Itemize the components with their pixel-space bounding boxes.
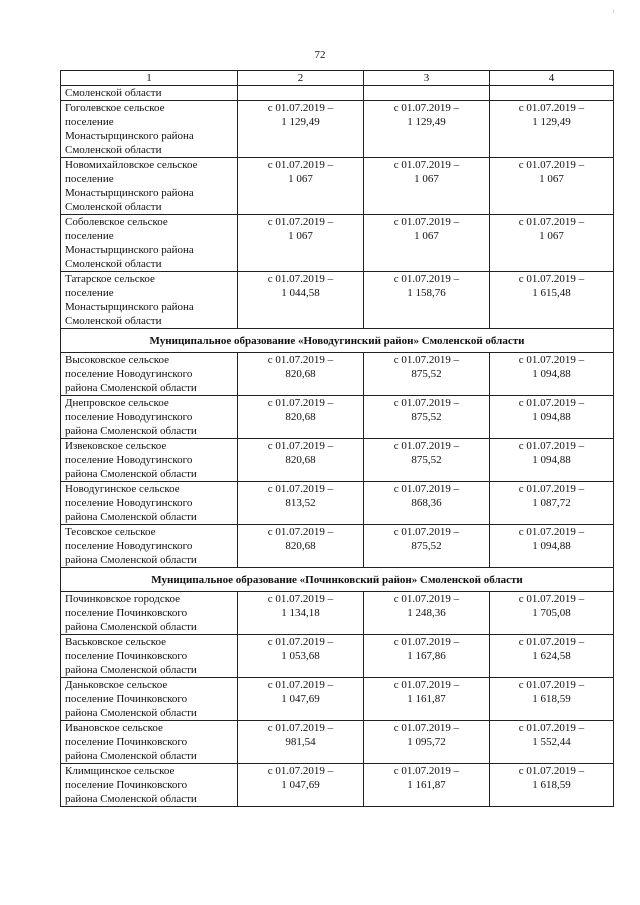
rate-cell-col2: [238, 721, 364, 764]
rate-cell-col4: [490, 439, 614, 482]
cell-line: с 01.07.2019 –: [518, 679, 585, 691]
cell-line: 1 134,18: [281, 607, 320, 619]
cell-line: Татарское сельское: [65, 273, 155, 285]
cell-line: 1 094,88: [532, 368, 571, 380]
table-row: [61, 158, 614, 215]
cell-line: с 01.07.2019 –: [267, 722, 334, 734]
cell-line: района Смоленской области: [65, 554, 197, 566]
cell-line: 1 053,68: [281, 650, 320, 662]
cell-line: 875,52: [411, 540, 442, 552]
cell-line: 1 552,44: [532, 736, 571, 748]
cell-line: района Смоленской области: [65, 793, 197, 805]
cell-line: 1 067: [539, 230, 564, 242]
settlement-name-cell: [61, 592, 238, 635]
rate-cell-col2: [238, 215, 364, 272]
cell-line: Даньковское сельское: [65, 679, 168, 691]
cell-line: поселение Починковского: [65, 607, 188, 619]
rate-cell-col2: [238, 592, 364, 635]
settlement-name-cell: [61, 215, 238, 272]
cell-line: Смоленской области: [65, 201, 162, 213]
rate-cell-col4: [490, 678, 614, 721]
cell-line: Высоковское сельское: [65, 354, 170, 366]
rate-cell-col3: [364, 86, 490, 101]
cell-line: 1 248,36: [407, 607, 446, 619]
rate-cell-col3: [364, 439, 490, 482]
rate-cell-col4: [490, 592, 614, 635]
cell-line: Новомихайловское сельское: [65, 159, 198, 171]
cell-line: с 01.07.2019 –: [267, 102, 334, 114]
cell-line: 1 161,87: [407, 779, 446, 791]
rate-cell-col3: [364, 525, 490, 568]
cell-line: 820,68: [285, 454, 316, 466]
cell-line: 1 067: [414, 230, 439, 242]
rate-cell-col3: [364, 678, 490, 721]
page-number: 72: [314, 49, 326, 61]
settlement-name-cell: [61, 272, 238, 329]
cell-line: с 01.07.2019 –: [267, 397, 334, 409]
rate-cell-col2: [238, 158, 364, 215]
cell-line: 1 618,59: [532, 779, 571, 791]
rate-cell-col2: [238, 396, 364, 439]
cell-line: 875,52: [411, 411, 442, 423]
column-header-4: 4: [490, 71, 614, 86]
cell-line: с 01.07.2019 –: [393, 440, 460, 452]
cell-line: с 01.07.2019 –: [518, 636, 585, 648]
section-header-row: [61, 568, 614, 592]
cell-line: поселение Починковского: [65, 736, 188, 748]
cell-line: района Смоленской области: [65, 621, 197, 633]
cell-line: района Смоленской области: [65, 382, 197, 394]
rate-cell-col2: [238, 353, 364, 396]
settlement-name-cell: [61, 439, 238, 482]
rate-cell-col3: [364, 158, 490, 215]
table-header-row: [61, 71, 614, 86]
cell-line: с 01.07.2019 –: [518, 354, 585, 366]
settlement-name-cell: [61, 101, 238, 158]
cell-line: с 01.07.2019 –: [393, 679, 460, 691]
rate-cell-col3: [364, 101, 490, 158]
cell-line: 1 067: [288, 173, 313, 185]
cell-line: с 01.07.2019 –: [518, 159, 585, 171]
cell-line: с 01.07.2019 –: [393, 102, 460, 114]
table-row: [61, 86, 614, 101]
cell-line: с 01.07.2019 –: [518, 397, 585, 409]
cell-line: района Смоленской области: [65, 511, 197, 523]
cell-line: поселение: [65, 230, 114, 242]
cell-line: с 01.07.2019 –: [393, 354, 460, 366]
cell-line: района Смоленской области: [65, 707, 197, 719]
cell-line: поселение Новодугинского: [65, 411, 193, 423]
table-row: [61, 635, 614, 678]
cell-line: 1 129,49: [281, 116, 320, 128]
cell-line: с 01.07.2019 –: [267, 593, 334, 605]
cell-line: с 01.07.2019 –: [393, 636, 460, 648]
cell-line: района Смоленской области: [65, 750, 197, 762]
cell-line: Монастырщинского района: [65, 301, 194, 313]
tariff-table: [60, 70, 614, 807]
rate-cell-col4: [490, 215, 614, 272]
cell-line: Днепровское сельское: [65, 397, 169, 409]
cell-line: поселение: [65, 287, 114, 299]
cell-line: с 01.07.2019 –: [267, 765, 334, 777]
cell-line: 1 047,69: [281, 693, 320, 705]
cell-line: 1 044,58: [281, 287, 320, 299]
scan-mark: ‘: [612, 8, 615, 18]
table-row: [61, 101, 614, 158]
cell-line: 1 094,88: [532, 454, 571, 466]
rate-cell-col4: [490, 635, 614, 678]
cell-line: поселение Новодугинского: [65, 540, 193, 552]
rate-cell-col2: [238, 635, 364, 678]
rate-cell-col3: [364, 396, 490, 439]
cell-line: 868,36: [411, 497, 442, 509]
cell-line: 1 087,72: [532, 497, 571, 509]
cell-line: 1 615,48: [532, 287, 571, 299]
cell-line: 1 129,49: [532, 116, 571, 128]
cell-line: с 01.07.2019 –: [267, 273, 334, 285]
rate-cell-col2: [238, 482, 364, 525]
cell-line: поселение Новодугинского: [65, 454, 193, 466]
settlement-name-cell: [61, 353, 238, 396]
cell-line: с 01.07.2019 –: [393, 593, 460, 605]
cell-line: с 01.07.2019 –: [518, 526, 585, 538]
cell-line: с 01.07.2019 –: [267, 440, 334, 452]
cell-line: с 01.07.2019 –: [518, 722, 585, 734]
cell-line: поселение: [65, 173, 114, 185]
cell-line: поселение Новодугинского: [65, 497, 193, 509]
cell-line: поселение Починковского: [65, 779, 188, 791]
cell-line: 813,52: [285, 497, 316, 509]
settlement-name-cell: [61, 525, 238, 568]
cell-line: 1 067: [288, 230, 313, 242]
cell-line: Соболевское сельское: [65, 216, 168, 228]
rate-cell-col4: [490, 272, 614, 329]
settlement-name-cell: [61, 764, 238, 807]
cell-line: с 01.07.2019 –: [393, 526, 460, 538]
cell-line: Починковское городское: [65, 593, 181, 605]
rate-cell-col3: [364, 635, 490, 678]
cell-line: с 01.07.2019 –: [518, 593, 585, 605]
cell-line: поселение Починковского: [65, 650, 188, 662]
settlement-name-cell: [61, 86, 238, 101]
settlement-name-cell: [61, 721, 238, 764]
table-row: [61, 592, 614, 635]
cell-line: 1 624,58: [532, 650, 571, 662]
rate-cell-col4: [490, 764, 614, 807]
cell-line: с 01.07.2019 –: [267, 354, 334, 366]
cell-line: с 01.07.2019 –: [393, 765, 460, 777]
table-row: [61, 439, 614, 482]
cell-line: 820,68: [285, 540, 316, 552]
rate-cell-col4: [490, 86, 614, 101]
table-row: [61, 215, 614, 272]
settlement-name-cell: [61, 635, 238, 678]
rate-cell-col3: [364, 272, 490, 329]
rate-cell-col2: [238, 525, 364, 568]
table-row: [61, 482, 614, 525]
cell-line: Смоленской области: [65, 258, 162, 270]
cell-line: 1 094,88: [532, 411, 571, 423]
rate-cell-col3: [364, 721, 490, 764]
cell-line: 875,52: [411, 454, 442, 466]
cell-line: 820,68: [285, 368, 316, 380]
cell-line: с 01.07.2019 –: [267, 216, 334, 228]
settlement-name-cell: [61, 482, 238, 525]
rate-cell-col2: [238, 272, 364, 329]
cell-line: с 01.07.2019 –: [267, 526, 334, 538]
section-title: Муниципальное образование «Починковский район» Смоленской области: [61, 568, 614, 592]
cell-line: Монастырщинского района: [65, 244, 194, 256]
cell-line: Тесовское сельское: [65, 526, 156, 538]
cell-line: с 01.07.2019 –: [267, 679, 334, 691]
cell-line: 875,52: [411, 368, 442, 380]
section-header-row: [61, 329, 614, 353]
rate-cell-col4: [490, 525, 614, 568]
rate-cell-col3: [364, 764, 490, 807]
column-header-3: 3: [364, 71, 490, 86]
cell-line: Монастырщинского района: [65, 187, 194, 199]
cell-line: района Смоленской области: [65, 468, 197, 480]
cell-line: с 01.07.2019 –: [393, 159, 460, 171]
settlement-name-cell: [61, 678, 238, 721]
cell-line: Монастырщинского района: [65, 130, 194, 142]
settlement-name-cell: [61, 158, 238, 215]
cell-line: с 01.07.2019 –: [518, 440, 585, 452]
rate-cell-col4: [490, 158, 614, 215]
cell-line: 1 161,87: [407, 693, 446, 705]
cell-line: с 01.07.2019 –: [518, 765, 585, 777]
cell-line: 1 067: [414, 173, 439, 185]
rate-cell-col4: [490, 353, 614, 396]
cell-line: Новодугинское сельское: [65, 483, 180, 495]
rate-cell-col4: [490, 396, 614, 439]
cell-line: с 01.07.2019 –: [518, 216, 585, 228]
cell-line: 820,68: [285, 411, 316, 423]
cell-line: с 01.07.2019 –: [393, 397, 460, 409]
cell-line: 1 129,49: [407, 116, 446, 128]
rate-cell-col2: [238, 86, 364, 101]
cell-line: 1 705,08: [532, 607, 571, 619]
cell-line: с 01.07.2019 –: [518, 273, 585, 285]
cell-line: с 01.07.2019 –: [393, 216, 460, 228]
rate-cell-col3: [364, 353, 490, 396]
rate-cell-col2: [238, 101, 364, 158]
cell-line: с 01.07.2019 –: [518, 483, 585, 495]
table-row: [61, 353, 614, 396]
cell-line: поселение: [65, 116, 114, 128]
cell-line: 1 094,88: [532, 540, 571, 552]
section-title: Муниципальное образование «Новодугинский район» Смоленской области: [61, 329, 614, 353]
table-row: [61, 272, 614, 329]
cell-line: 1 158,76: [407, 287, 446, 299]
cell-line: поселение Новодугинского: [65, 368, 193, 380]
cell-line: с 01.07.2019 –: [393, 722, 460, 734]
rate-cell-col2: [238, 439, 364, 482]
rate-cell-col3: [364, 482, 490, 525]
cell-line: с 01.07.2019 –: [267, 636, 334, 648]
cell-line: Васьковское сельское: [65, 636, 167, 648]
rate-cell-col3: [364, 215, 490, 272]
cell-line: с 01.07.2019 –: [267, 159, 334, 171]
column-header-2: 2: [238, 71, 364, 86]
table-row: [61, 721, 614, 764]
cell-line: с 01.07.2019 –: [518, 102, 585, 114]
cell-line: Ивановское сельское: [65, 722, 163, 734]
cell-line: 1 167,86: [407, 650, 446, 662]
cell-line: 1 067: [539, 173, 564, 185]
column-header-1: 1: [61, 71, 238, 86]
cell-line: Смоленской области: [65, 315, 162, 327]
cell-line: района Смоленской области: [65, 664, 197, 676]
settlement-name-cell: [61, 396, 238, 439]
cell-line: с 01.07.2019 –: [393, 273, 460, 285]
cell-line: 1 095,72: [407, 736, 446, 748]
cell-line: Гоголевское сельское: [65, 102, 165, 114]
cell-line: Смоленской области: [65, 144, 162, 156]
rate-cell-col2: [238, 764, 364, 807]
cell-line: с 01.07.2019 –: [267, 483, 334, 495]
table-row: [61, 525, 614, 568]
rate-cell-col2: [238, 678, 364, 721]
table-row: [61, 396, 614, 439]
cell-line: Смоленской области: [65, 87, 162, 99]
rate-cell-col4: [490, 482, 614, 525]
table-body: [61, 86, 614, 807]
cell-line: Извековское сельское: [65, 440, 167, 452]
rate-cell-col4: [490, 101, 614, 158]
cell-line: Климщинское сельское: [65, 765, 175, 777]
cell-line: поселение Починковского: [65, 693, 188, 705]
rate-cell-col4: [490, 721, 614, 764]
cell-line: 1 047,69: [281, 779, 320, 791]
table-row: [61, 764, 614, 807]
table-row: [61, 678, 614, 721]
cell-line: 981,54: [285, 736, 316, 748]
cell-line: района Смоленской области: [65, 425, 197, 437]
cell-line: 1 618,59: [532, 693, 571, 705]
rate-cell-col3: [364, 592, 490, 635]
cell-line: с 01.07.2019 –: [393, 483, 460, 495]
